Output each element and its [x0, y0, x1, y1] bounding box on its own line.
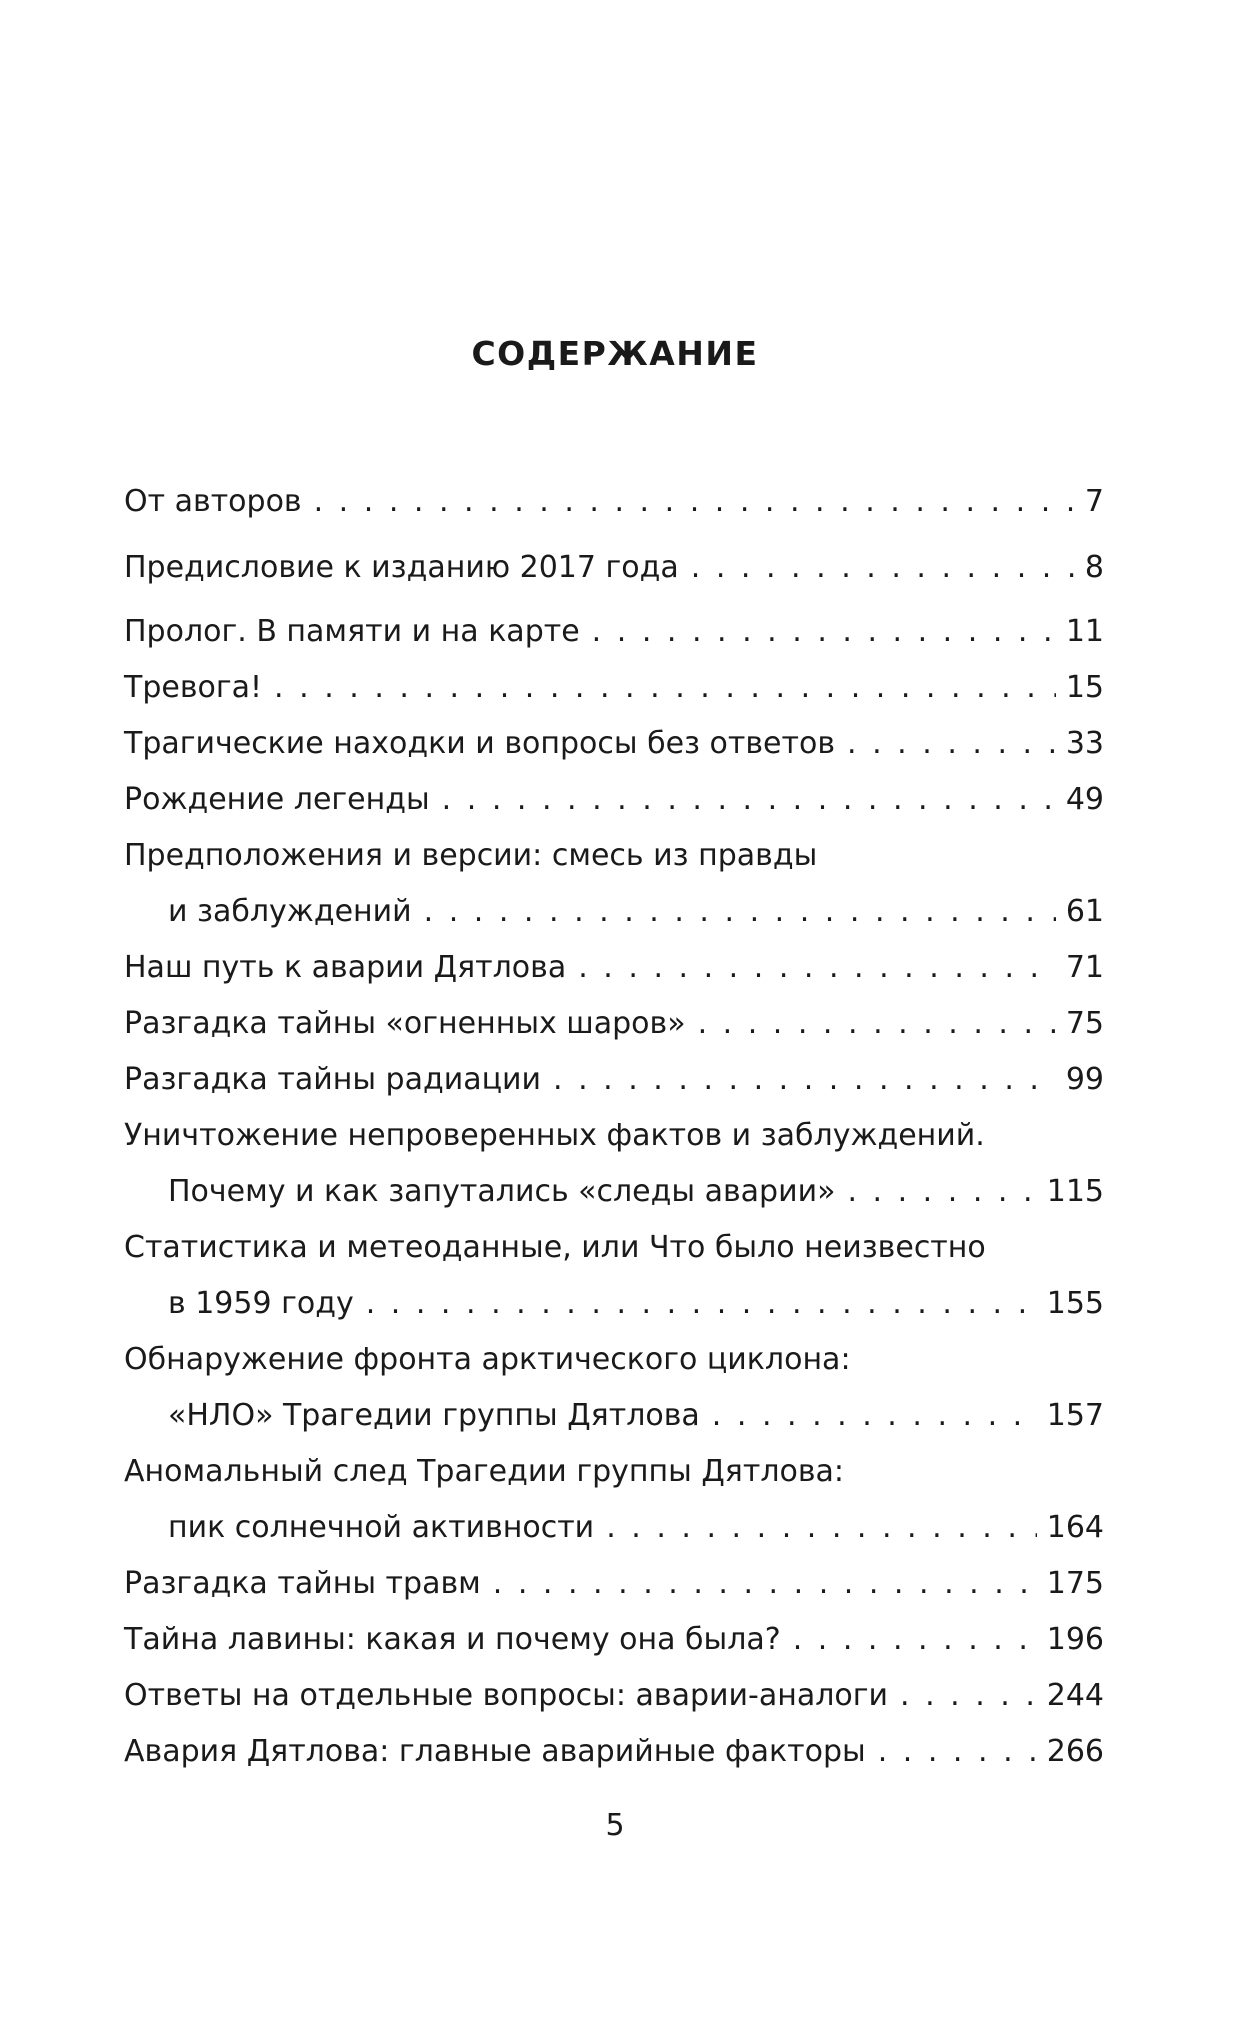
dot-leader	[878, 1724, 1037, 1780]
toc-entry-title: Наш путь к аварии Дятлова	[124, 950, 567, 985]
dot-leader	[847, 1164, 1036, 1220]
toc-entry-title: Пролог. В памяти и на карте	[124, 614, 580, 649]
toc-entry	[124, 1724, 1104, 1780]
dot-leader	[592, 604, 1056, 660]
toc-entry-title: Статистика и метеоданные, или Что было неизвестно	[124, 1230, 986, 1265]
dot-leader	[553, 1052, 1056, 1108]
toc-entry-title: Рождение легенды	[124, 782, 430, 817]
toc-page-number: 196	[1046, 1622, 1104, 1657]
toc-line	[124, 828, 1104, 884]
toc-entry	[124, 604, 1104, 660]
toc-entry-title: Обнаружение фронта арктического циклона:	[124, 1342, 851, 1377]
toc-line	[124, 1052, 1104, 1108]
toc-entry	[124, 660, 1104, 716]
toc-line	[124, 940, 1104, 996]
toc-line	[124, 1220, 1104, 1276]
toc-entry	[124, 996, 1104, 1052]
toc-entry	[124, 772, 1104, 828]
toc-line	[124, 1668, 1104, 1724]
toc-line	[124, 716, 1104, 772]
toc-line	[124, 996, 1104, 1052]
toc-entry-title: Почему и как запутались «следы аварии»	[168, 1174, 836, 1209]
dot-leader	[578, 940, 1056, 996]
toc-line	[124, 1612, 1104, 1668]
dot-leader	[847, 716, 1056, 772]
toc-entry	[124, 1444, 1104, 1556]
toc-page-number: 115	[1046, 1174, 1104, 1209]
toc-page-number: 8	[1084, 550, 1104, 585]
toc-line	[124, 1388, 1104, 1444]
toc-page-number: 7	[1084, 484, 1104, 519]
toc-entry	[124, 828, 1104, 940]
page-title: СОДЕРЖАНИЕ	[471, 334, 759, 373]
toc-entry-title: Предположения и версии: смесь из правды	[124, 838, 818, 873]
toc-entry	[124, 1220, 1104, 1332]
toc-entry-title: Предисловие к изданию 2017 года	[124, 550, 679, 585]
toc-entry-title: Уничтожение непроверенных фактов и заблуждений.	[124, 1118, 985, 1153]
toc-page-number: 49	[1065, 782, 1104, 817]
toc-page-number: 157	[1046, 1398, 1104, 1433]
dot-leader	[691, 540, 1075, 596]
toc-entry-title: Ответы на отдельные вопросы: аварии-аналоги	[124, 1678, 888, 1713]
toc-page-number: 175	[1046, 1566, 1104, 1601]
toc-page-number: 61	[1065, 894, 1104, 929]
toc-line	[124, 474, 1104, 530]
toc-entry-title: и заблуждений	[168, 894, 412, 929]
toc-entry	[124, 1052, 1104, 1108]
toc-line	[124, 1276, 1104, 1332]
toc-line	[124, 1500, 1104, 1556]
toc-page-number: 15	[1065, 670, 1104, 705]
toc-page-number: 99	[1065, 1062, 1104, 1097]
dot-leader	[366, 1276, 1037, 1332]
dot-leader	[442, 772, 1056, 828]
toc-entry-title: Аномальный след Трагедии группы Дятлова:	[124, 1454, 845, 1489]
toc-entry-title: пик солнечной активности	[168, 1510, 595, 1545]
toc-entry	[124, 1556, 1104, 1612]
table-of-contents	[124, 474, 1104, 1780]
toc-entry-title: Тревога!	[124, 670, 263, 705]
toc-line	[124, 1332, 1104, 1388]
toc-line	[124, 660, 1104, 716]
toc-page-number: 164	[1046, 1510, 1104, 1545]
toc-entry	[124, 474, 1104, 530]
toc-page-number: 75	[1065, 1006, 1104, 1041]
toc-entry-title: Разгадка тайны радиации	[124, 1062, 542, 1097]
toc-entry	[124, 1332, 1104, 1444]
toc-entry	[124, 1612, 1104, 1668]
toc-entry-title: Авария Дятлова: главные аварийные факторы	[124, 1734, 866, 1769]
toc-page-number: 71	[1065, 950, 1104, 985]
toc-entry-title: «НЛО» Трагедии группы Дятлова	[168, 1398, 700, 1433]
dot-leader	[314, 474, 1075, 530]
toc-entry	[124, 716, 1104, 772]
toc-page-number: 155	[1046, 1286, 1104, 1321]
dot-leader	[274, 660, 1056, 716]
page-number: 5	[605, 1808, 625, 1843]
toc-line	[124, 1556, 1104, 1612]
toc-entry-title: От авторов	[124, 484, 302, 519]
toc-entry	[124, 1668, 1104, 1724]
dot-leader	[698, 996, 1056, 1052]
toc-entry	[124, 940, 1104, 996]
toc-line	[124, 604, 1104, 660]
toc-line	[124, 1108, 1104, 1164]
dot-leader	[793, 1612, 1037, 1668]
toc-line	[124, 1164, 1104, 1220]
toc-entry-title: в 1959 году	[168, 1286, 354, 1321]
dot-leader	[606, 1500, 1037, 1556]
toc-entry	[124, 1108, 1104, 1220]
toc-line	[124, 1444, 1104, 1500]
dot-leader	[424, 884, 1056, 940]
toc-line	[124, 1724, 1104, 1780]
toc-page-number: 11	[1065, 614, 1104, 649]
toc-page-number: 244	[1046, 1678, 1104, 1713]
dot-leader	[900, 1668, 1037, 1724]
toc-page-number: 266	[1046, 1734, 1104, 1769]
dot-leader	[712, 1388, 1037, 1444]
toc-entry-title: Разгадка тайны «огненных шаров»	[124, 1006, 686, 1041]
toc-entry-title: Разгадка тайны травм	[124, 1566, 481, 1601]
dot-leader	[493, 1556, 1037, 1612]
toc-page-number: 33	[1065, 726, 1104, 761]
toc-entry-title: Трагические находки и вопросы без ответов	[124, 726, 836, 761]
toc-line	[124, 884, 1104, 940]
toc-line	[124, 772, 1104, 828]
toc-line	[124, 540, 1104, 596]
toc-entry	[124, 540, 1104, 596]
toc-entry-title: Тайна лавины: какая и почему она была?	[124, 1622, 781, 1657]
